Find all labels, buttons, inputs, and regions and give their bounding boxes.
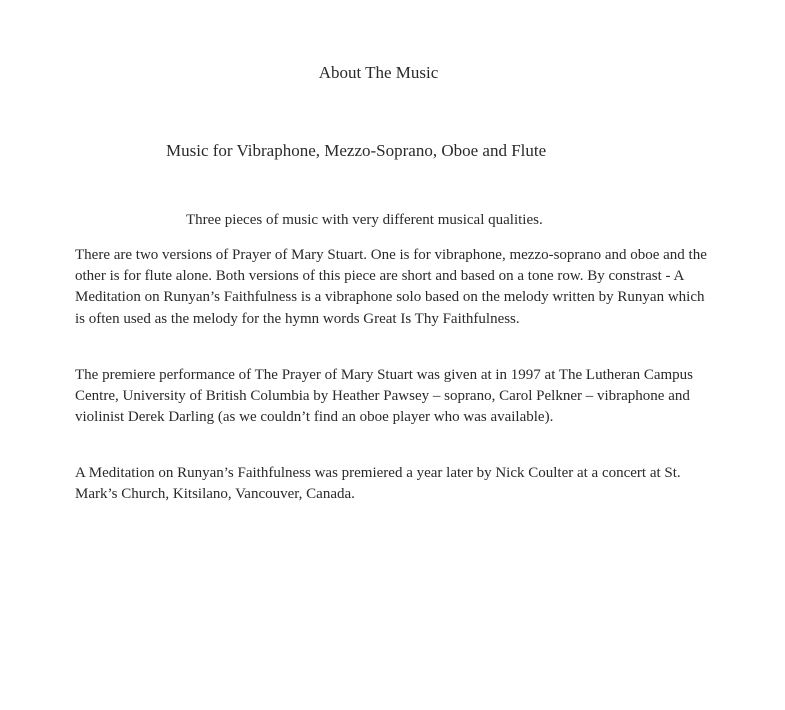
paragraph-meditation-premiere: A Meditation on Runyan’s Faithfulness was premiered a year later by Nick Coulter at a concert at St. Mark’s Church, Kitsilano, Vancouver, Canada. xyxy=(75,465,681,503)
document-subtitle: Music for Vibraphone, Mezzo-Soprano, Oboe and Flute xyxy=(166,141,547,160)
document-title: About The Music xyxy=(318,63,439,82)
intro-line: Three pieces of music with very different musical qualities. xyxy=(186,212,543,228)
paragraph-premiere: The premiere performance of The Prayer of Mary Stuart was given at in 1997 at The Lutheran Campus Centre, University of British Columbia by Heather Pawsey – soprano, Carol Pelkner – vibraphone and violinist Derek Darling (as we couldn’t find an oboe player who was available). xyxy=(75,367,693,426)
paragraph-versions: There are two versions of Prayer of Mary Stuart. One is for vibraphone, mezzo-soprano and oboe and the other is for flute alone. Both versions of this piece are short and based on a tone row. By constrast - A Meditation on Runyan’s Faithfulness is a vibraphone solo based on the melody written by Runyan which is often used as the melody for the hymn words Great Is Thy Faithfulness. xyxy=(75,247,707,327)
